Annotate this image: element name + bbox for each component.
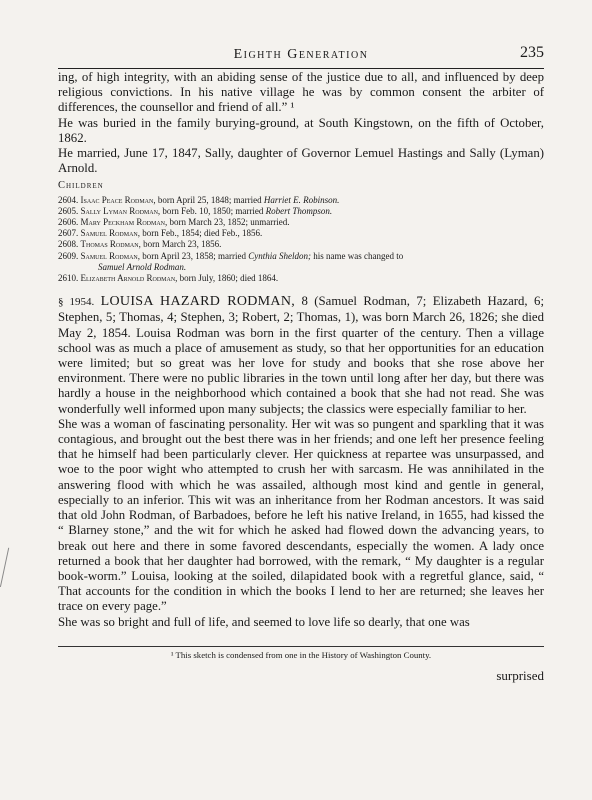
page-body: [58, 70, 544, 630]
child-name: Elizabeth Arnold Rodman: [80, 273, 176, 284]
child-note: his name was changed to: [311, 250, 404, 261]
child-name: Thomas Rodman: [80, 239, 139, 250]
child-details: , born April 25, 1848; married: [153, 194, 264, 205]
genealogy-entry: [58, 294, 544, 417]
children-list: [58, 195, 544, 285]
child-details: , born July, 1860; died 1864.: [175, 273, 279, 284]
running-title: Eighth Generation: [233, 47, 369, 62]
child-name: Mary Peckham Rodman: [80, 217, 166, 228]
entry-name: LOUISA HAZARD RODMAN,: [100, 294, 296, 310]
child-details: , born Feb., 1854; died Feb., 1856.: [137, 228, 263, 239]
child-entry: [58, 206, 544, 217]
paragraph: ing, of high integrity, with an abiding sense of the justice due to all, and influenced by deep religious convictions. In his native village he was by common consent the arbiter of differences, the counsellor and friend of all.” ¹: [58, 70, 544, 115]
child-details: , born Feb. 10, 1850; married: [157, 205, 266, 216]
entry-section-number: § 1954.: [58, 296, 95, 309]
paragraph: She was so bright and full of life, and seemed to love life so dearly, that one was: [58, 614, 470, 629]
child-name: Sally Lyman Rodman: [80, 205, 158, 216]
footnote: ¹ This sketch is condensed from one in the History of Washington County.: [170, 650, 432, 660]
children-heading: Children: [58, 180, 104, 192]
running-header: [58, 44, 544, 69]
child-spouse: Cynthia Sheldon;: [248, 250, 311, 261]
child-spouse: Robert Thompson.: [265, 205, 333, 216]
footnote-rule: [58, 646, 544, 647]
paragraph: He married, June 17, 1847, Sally, daughter of Governor Lemuel Hastings and Sally (Lyman) Arnold.: [58, 146, 544, 176]
child-number: 2610.: [58, 273, 79, 284]
child-entry: [58, 217, 544, 228]
entry-text: 8 (Samuel Rodman, 7; Elizabeth Hazard, 6; Stephen, 5; Thomas, 4; Stephen, 3; Robert, 2; Thomas, 1), was born March 26, 1826; she died May 2, 1854. Louisa Rodman was born in the first quarter of the century. Then a village school was as much a place of amusement as study, so that her opportunities for an education were limited; but so great was her love for study and books that she rose above her environment. There were no public libraries in the town until long after her day, but there was hardly a house in the neighborhood which contained a book that she had not read. She was wonderfully well informed upon many subjects; the classics were especially familiar to her.: [58, 294, 545, 416]
child-details: , born March 23, 1852; unmarried.: [165, 217, 290, 228]
catchword: surprised: [496, 668, 544, 683]
child-number: 2605.: [58, 205, 79, 216]
margin-mark: [0, 548, 15, 589]
child-details: , born April 23, 1858; married: [137, 250, 249, 261]
child-name: Isaac Peace Rodman: [80, 194, 154, 205]
child-number: 2607.: [58, 228, 79, 239]
child-entry: [58, 273, 544, 284]
child-entry: [58, 251, 544, 262]
child-details: , born March 23, 1856.: [138, 239, 222, 250]
child-number: 2606.: [58, 217, 79, 228]
child-number: 2604.: [58, 194, 79, 205]
child-number: 2608.: [58, 239, 79, 250]
child-entry: [58, 239, 544, 250]
child-entry: [58, 195, 544, 206]
child-spouse: Harriet E. Robinson.: [263, 194, 340, 205]
child-name: Samuel Rodman: [80, 228, 138, 239]
child-name-changed: Samuel Arnold Rodman.: [98, 261, 187, 272]
page-number: 235: [520, 44, 544, 61]
paragraph: She was a woman of fascinating personality. Her wit was so pungent and sparkling that it was contagious, and brought out the best there was in her friends; and one left her presence feeling that he himself had been particularly clever. Her quickness at repartee was unsurpassed, and woe to the poor wight who attempted to crush her with sarcasm. He was annihilated in the answering flood with which he was assailed, although most kind and gentle in general, especially to an inferior. This wit was an inheritance from her Rodman ancestors. It was said that old John Rodman, of Barbadoes, before he left his native Ireland, in 1655, had kissed the “ Blarney stone,” and the wit for which he asked had flowed down the advancing years, to break out here and there in some favored descendants, especially the women. A lady once returned a book that her daughter had borrowed, with the remark, “ My daughter is a regular book-worm.” Louisa, looking at the soiled, dilapidated book with a regretful glance, said, “ That accounts for the condition in which the books I lend to her are returned; she leaves her trace on every page.”: [58, 416, 544, 614]
child-entry: [58, 228, 544, 239]
child-name: Samuel Rodman: [80, 250, 138, 261]
paragraph: He was buried in the family burying-ground, at South Kingstown, on the fifth of October, 1862.: [58, 115, 544, 145]
child-number: 2609.: [58, 250, 79, 261]
